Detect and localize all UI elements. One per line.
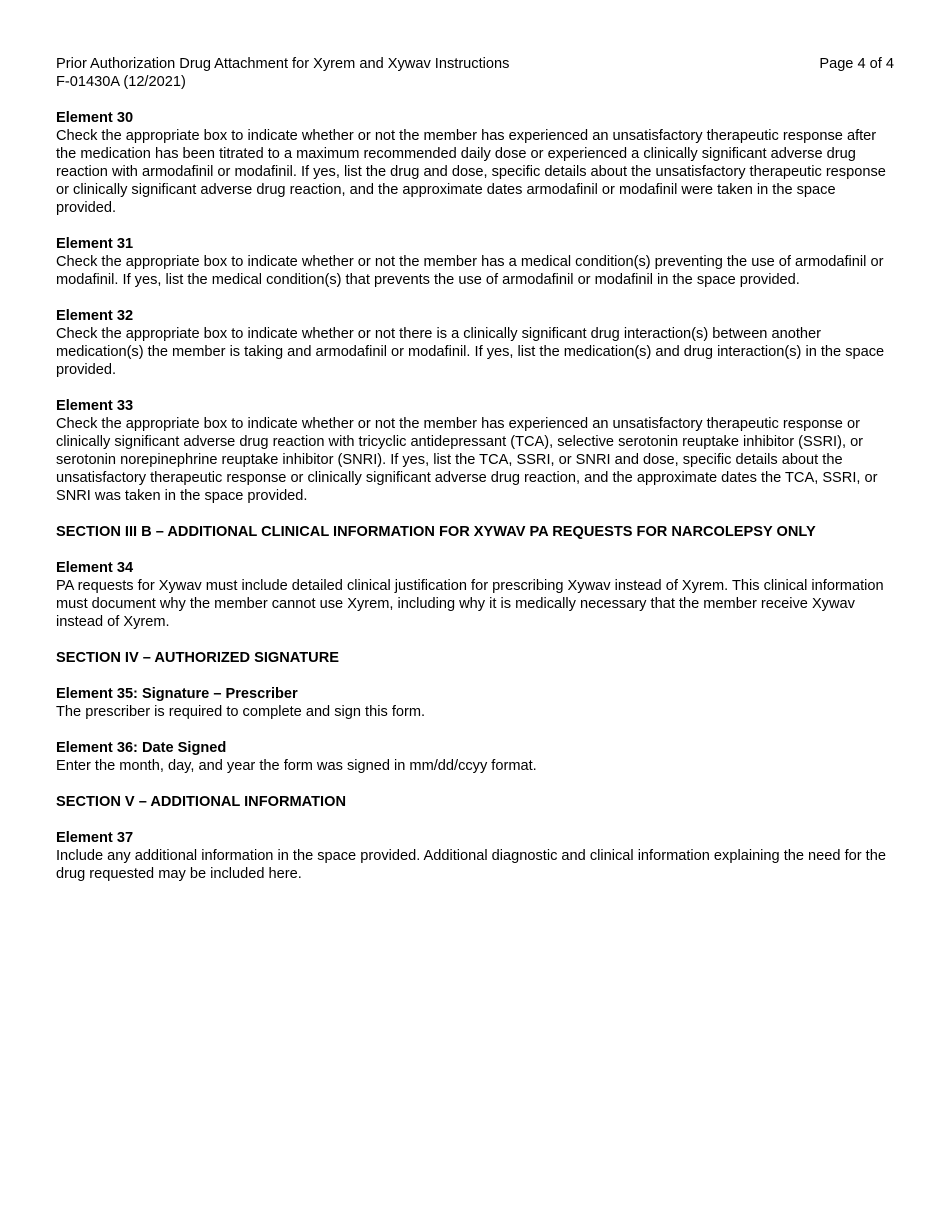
element-instructions: Check the appropriate box to indicate whether or not the member has a medical condition(s) preventing the use of armodafinil or modafinil. If yes, list the medical condition(s) that prevents the use of armodafinil or modafinil in the space provided. <box>56 254 884 288</box>
element-title: Element 33 <box>56 398 134 414</box>
element-title: Element 30 <box>56 110 134 126</box>
element-title: Element 37 <box>56 830 134 846</box>
element-title: Element 36: Date Signed <box>56 740 227 756</box>
page-header <box>56 55 894 91</box>
element-block <box>56 739 894 775</box>
element-block <box>56 307 894 379</box>
section-heading: SECTION IV – AUTHORIZED SIGNATURE <box>56 650 339 666</box>
element-block <box>56 829 894 883</box>
element-instructions: Check the appropriate box to indicate whether or not the member has experienced an unsatisfactory therapeutic response or clinically significant adverse drug reaction with tricyclic antidepressant (TCA), selective serotonin reuptake inhibitor (SSRI), or serotonin norepinephrine reuptake inhibitor (SNRI). If yes, list the TCA, SSRI, or SNRI and dose, specific details about the unsatisfactory therapeutic response or clinically significant adverse drug reaction, and the approximate dates the TCA, SSRI, or SNRI was taken in the space provided. <box>56 416 878 504</box>
element-instructions: Include any additional information in the space provided. Additional diagnostic and clinical information explaining the need for the drug requested may be included here. <box>56 848 886 882</box>
element-block <box>56 235 894 289</box>
element-instructions: The prescriber is required to complete and sign this form. <box>56 704 426 720</box>
element-block <box>56 109 894 217</box>
instructions-body <box>56 109 894 883</box>
element-block <box>56 397 894 505</box>
page-number: Page 4 of 4 <box>819 56 894 72</box>
form-title: Prior Authorization Drug Attachment for Xyrem and Xywav Instructions <box>56 56 510 72</box>
header-left <box>56 55 509 91</box>
element-block <box>56 685 894 721</box>
element-instructions: PA requests for Xywav must include detailed clinical justification for prescribing Xywav instead of Xyrem. This clinical information must document why the member cannot use Xyrem, including why it is medically necessary that the member receive Xywav instead of Xyrem. <box>56 578 884 630</box>
section-heading: SECTION III B – ADDITIONAL CLINICAL INFORMATION FOR XYWAV PA REQUESTS FOR NARCOLEPSY ONLY <box>56 524 816 540</box>
element-title: Element 35: Signature – Prescriber <box>56 686 298 702</box>
element-title: Element 32 <box>56 308 134 324</box>
form-number: F-01430A (12/2021) <box>56 74 186 90</box>
element-title: Element 34 <box>56 560 134 576</box>
element-block <box>56 559 894 631</box>
element-title: Element 31 <box>56 236 134 252</box>
element-instructions: Enter the month, day, and year the form was signed in mm/dd/ccyy format. <box>56 758 537 774</box>
section-heading: SECTION V – ADDITIONAL INFORMATION <box>56 794 346 810</box>
element-instructions: Check the appropriate box to indicate whether or not the member has experienced an unsatisfactory therapeutic response after the medication has been titrated to a maximum recommended daily dose or experienced a clinically significant adverse drug reaction with armodafinil or modafinil. If yes, list the drug and dose, specific details about the unsatisfactory therapeutic response or clinically significant adverse drug reaction, and the approximate dates armodafinil or modafinil were taken in the space provided. <box>56 128 886 216</box>
element-instructions: Check the appropriate box to indicate whether or not there is a clinically significant drug interaction(s) between another medication(s) the member is taking and armodafinil or modafinil. If yes, list the medication(s) and drug interaction(s) in the space provided. <box>56 326 885 378</box>
